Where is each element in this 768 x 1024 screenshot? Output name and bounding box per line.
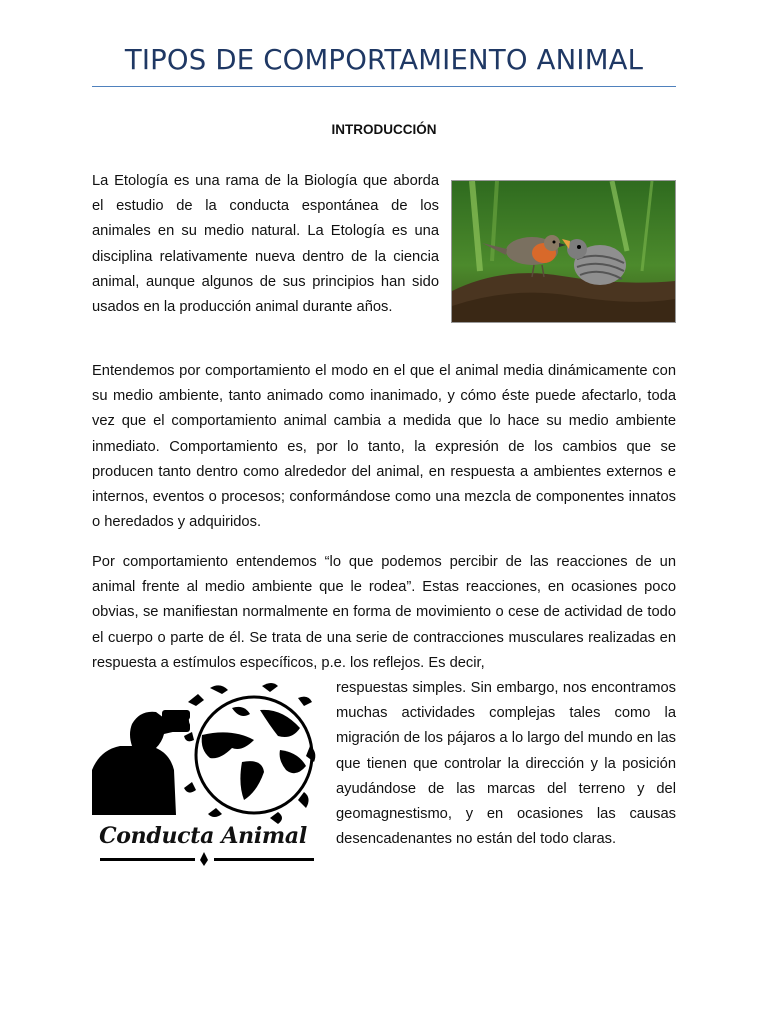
title-underline bbox=[92, 86, 676, 87]
document-title: TIPOS DE COMPORTAMIENTO ANIMAL bbox=[124, 44, 644, 76]
paragraph-2: Entendemos por comportamiento el modo en el que el animal media dinámicamente con su medio ambiente, tanto animado como inanimado, y cómo éste puede afectarlo, toda vez que el comportamiento animal cambia a medida que lo hace su medio ambiente inmediato. Comportamiento es, por lo tanto, la expresión de los cambios que se producen tanto dentro como alrededor del animal, en respuesta a ambientes externos e internos, eventos o procesos; conformándose como una mezcla de componentes innatos o heredados y adquiridos. bbox=[92, 363, 676, 531]
paragraph-3: Por comportamiento entendemos “lo que podemos percibir de las reacciones de un animal frente al medio ambiente que le rodea”. Estas reacciones, en ocasiones poco obvias, se manifiestan normalmente en forma de movimiento o cese de actividad de todo el cuerpo o parte de él. Se trata de una serie de contracciones musculares realizadas en respuesta a estímulos específicos, p.e. los reflejos. Es decir, bbox=[92, 554, 676, 671]
section-heading: INTRODUCCIÓN bbox=[331, 122, 437, 137]
bird-photo bbox=[451, 180, 676, 323]
bird-photo-icon bbox=[452, 181, 675, 322]
conducta-animal-logo bbox=[92, 680, 320, 870]
paragraph-4: respuestas simples. Sin embargo, nos encontramos muchas actividades complejas tales como la migración de los pájaros a lo largo del mundo en las que tienen que controlar la dirección y la posición ayudándose de las marcas del terreno y del geomagnestismo, y en ocasiones las causas desencadenantes no están del todo claras. bbox=[336, 680, 676, 848]
logo-text: Conducta Animal bbox=[99, 823, 307, 849]
paragraph-1: La Etología es una rama de la Biología que aborda el estudio de la conducta espontánea de los animales en su medio natural. La Etología es una disciplina relativamente nueva dentro de la ciencia animal, aunque algunos de sus principios han sido usados en la producción animal durante años. bbox=[92, 173, 439, 316]
